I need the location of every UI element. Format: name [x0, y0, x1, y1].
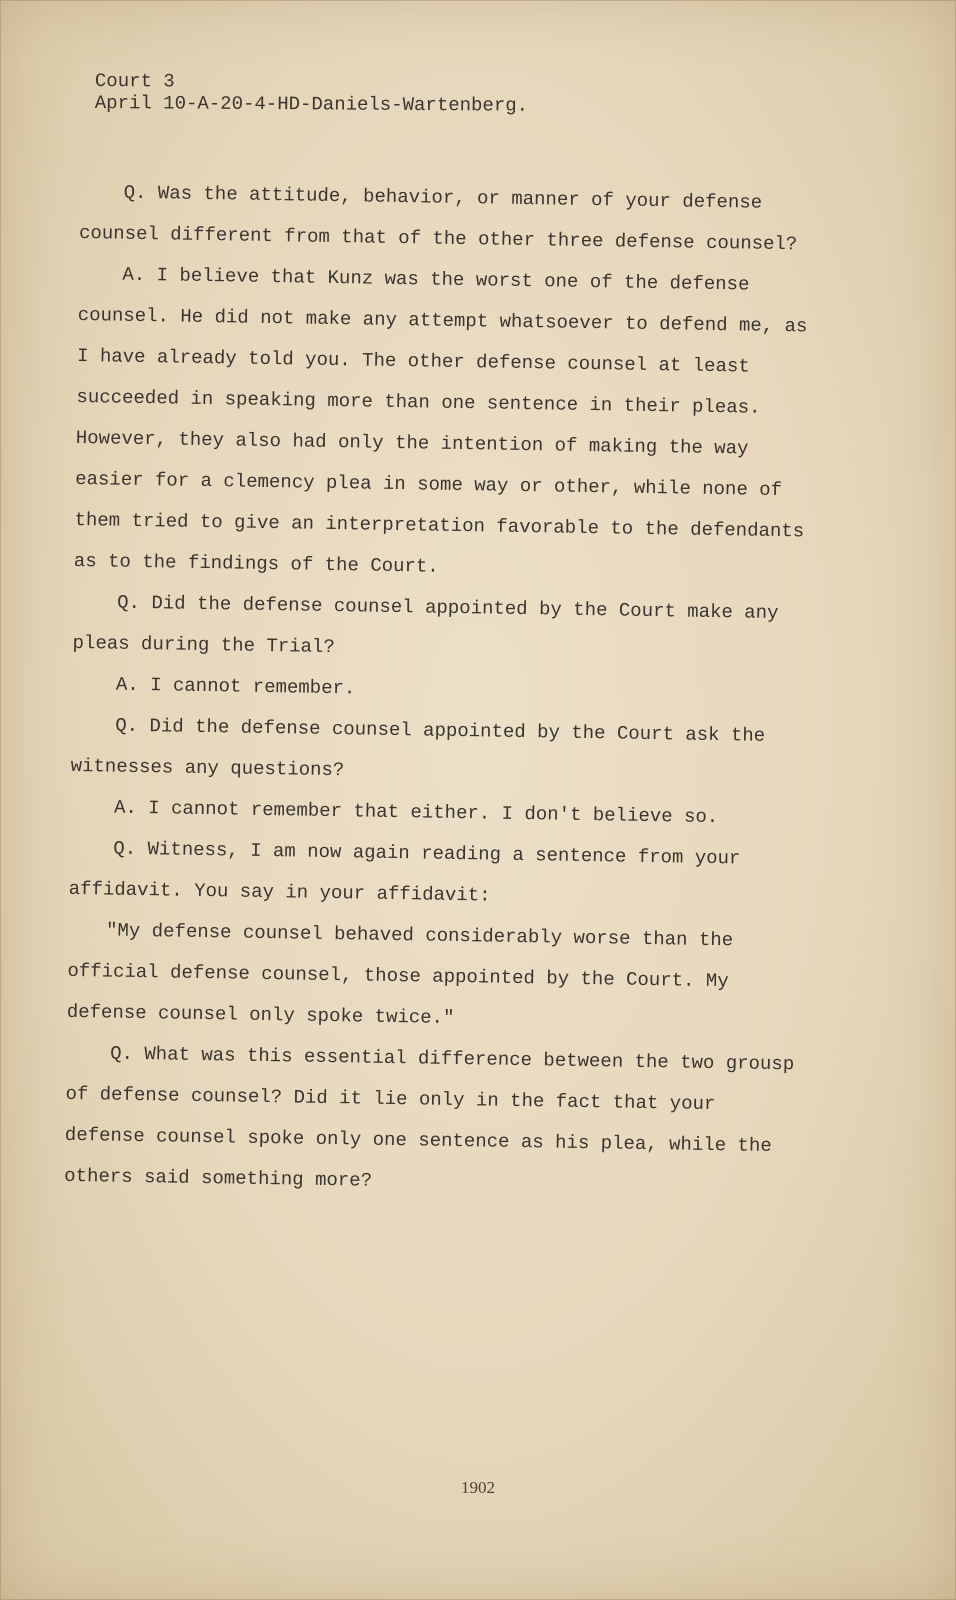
document-header [95, 70, 529, 117]
transcript-paragraph-q2: Q. Did the defense counsel appointed by the Court make any pleas during the Trial? [72, 591, 779, 659]
transcript-paragraph-a1: A. I believe that Kunz was the worst one of the defense counsel. He did not make any attempt whatsoever to defend me, as I have already told you. The other defense counsel at least succeeded in speaking more than one sentence in their pleas. However, they also had only the intention of making the way easier for a clemency plea in some way or other, while none of them tried to give an interpretation favorable to the defendants as to the findings of the Court. [73, 263, 808, 578]
transcript-paragraph-q5: Q. What was this essential difference between the two grousp of defense counsel? Did it lie only in the fact that your defense counsel spoke only one sentence as his plea, while the others said something more? [64, 1042, 795, 1192]
transcript-paragraph-q3: Q. Did the defense counsel appointed by the Court ask the witnesses any questions? [70, 714, 766, 782]
affidavit-quote: "My defense counsel behaved considerably worse than the official defense counsel, those appointed by the Court. My defense counsel only spoke twice." [66, 919, 734, 1029]
transcript-body [64, 172, 820, 1208]
session-reference: April 10-A-20-4-HD-Daniels-Wartenberg. [94, 91, 529, 117]
transcript-paragraph-q1: Q. Was the attitude, behavior, or manner of your defense counsel different from that of the other three defense counsel? [78, 181, 798, 256]
transcript-paragraph-q4: Q. Witness, I am now again reading a sentence from your affidavit. You say in your affidavit: [68, 837, 741, 907]
court-label: Court 3 [94, 70, 175, 93]
transcript-paragraph-a2: A. I cannot remember. [115, 673, 356, 700]
transcript-paragraph-a3: A. I cannot remember that either. I don't believe so. [113, 796, 719, 829]
page-number: 1902 [461, 1478, 495, 1497]
